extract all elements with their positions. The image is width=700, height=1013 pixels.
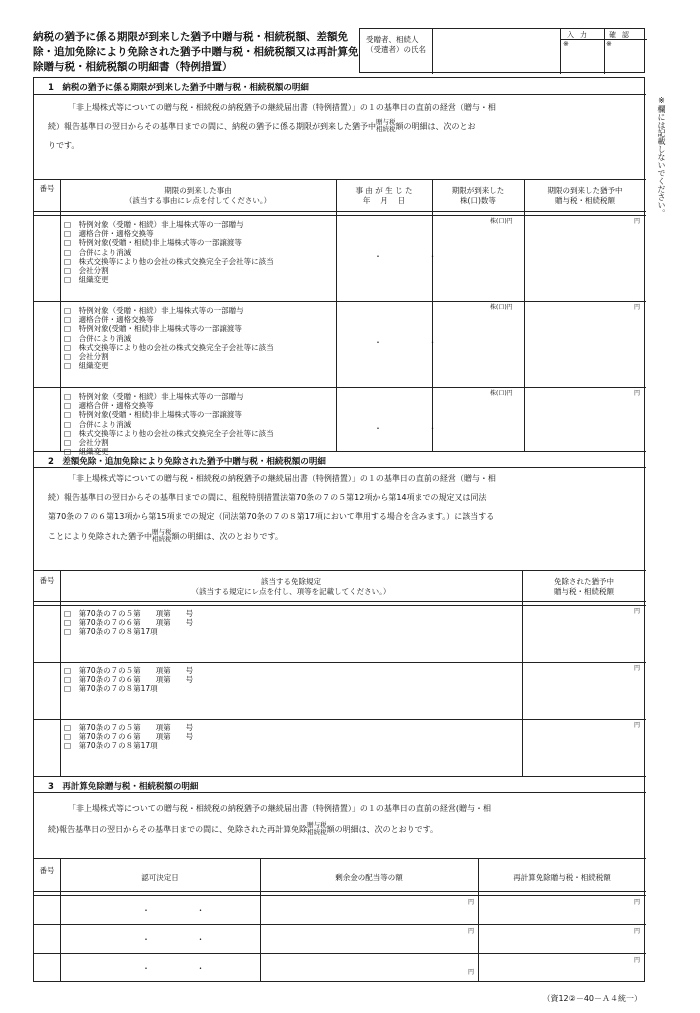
exempt-amount-field[interactable]: 円	[634, 722, 641, 729]
reason-checkbox[interactable]: □ 特例対象(受贈・相続)非上場株式等の一部譲渡等	[64, 238, 242, 248]
section-1-heading: 1 納税の猶予に係る期限が到来した猶予中贈与税・相続税額の明細	[34, 78, 646, 95]
reason-checkbox[interactable]: □ 特例対象(受贈・相続)非上場株式等の一部譲渡等	[64, 410, 242, 420]
reason-checkbox[interactable]: □ 組織変更	[64, 361, 109, 371]
applicant-name-field[interactable]	[433, 29, 559, 73]
reason-checkbox[interactable]: □ 特例対象（受贈・相続）非上場株式等の一部贈与	[64, 392, 244, 401]
col-dividend: 剰余金の配当等の額	[335, 873, 403, 882]
col-number: 番号	[39, 576, 55, 585]
applicant-name-box	[359, 28, 645, 73]
reason-checklist	[64, 220, 334, 285]
approval-date-field[interactable]: ・ ・	[142, 935, 227, 944]
rule-checklist	[64, 723, 364, 751]
row-divider	[34, 662, 646, 663]
col-event: 期限の到来した事由 （該当する事由にレ点を付してください。）	[124, 186, 272, 205]
event-date-field[interactable]: ・ ・	[374, 338, 459, 347]
star-mark: ※	[563, 40, 569, 48]
form-title: 納税の猶予に係る期限が到来した猶予中贈与税・相続税額、差額免除・追加免除により免除された猶予中贈与税・相続税額又は再計算免除贈与税・相続税額の明細書（特例措置）	[33, 31, 359, 74]
dividend-field[interactable]: 円	[468, 928, 475, 935]
rule-checklist	[64, 666, 364, 694]
input-label: 入力	[567, 31, 593, 39]
shares-field[interactable]: 株(口)円	[490, 218, 513, 225]
confirm-label: 確認	[609, 31, 635, 39]
col-shares: 期限が到来した 株(口)数等	[451, 186, 505, 205]
col-date: 事 由 が 生 じ た 年 月 日	[355, 186, 413, 205]
reason-checkbox[interactable]: □ 適格合併・適格交換等	[64, 229, 154, 239]
name-label-1: 受贈者、相続人	[366, 35, 419, 44]
reason-checkbox[interactable]: □ 適格合併・適格交換等	[64, 401, 154, 411]
shares-field[interactable]: 株(口)円	[490, 390, 513, 397]
col-number: 番号	[39, 866, 55, 875]
section-3-text: 「非上場株式等についての贈与税・相続税の納税猶予の継続届出書（特例措置）」の１の基準日の直前の経営(贈与・相 続)報告基準日の翌日からその基準日までの間に、免除された再計算免除贈与税 相続税額の明細は、次のとおりです。	[48, 804, 491, 837]
recalc-amount-field[interactable]: 円	[634, 928, 641, 935]
exempt-amount-field[interactable]: 円	[634, 665, 641, 672]
exempt-amount-field[interactable]: 円	[634, 608, 641, 615]
row-divider	[34, 953, 646, 954]
dividend-field[interactable]: 円	[468, 899, 475, 906]
recalc-amount-field[interactable]: 円	[634, 957, 641, 964]
form-code: （資12②－40－Ａ４統一）	[542, 994, 642, 1003]
section-2-heading: 2 差額免除・追加免除により免除された猶予中贈与税・相続税額の明細	[34, 451, 646, 468]
rule-checkbox[interactable]: □ 第70条の７の６第 項第 号	[64, 675, 194, 685]
form-frame	[33, 77, 645, 982]
col-number: 番号	[39, 184, 55, 193]
col-approval-date: 認可決定日	[141, 873, 179, 882]
reason-checkbox[interactable]: □ 合併により消滅	[64, 247, 132, 257]
side-note: ※欄には記載しないでください。	[657, 96, 666, 217]
shares-field[interactable]: 株(口)円	[490, 304, 513, 311]
reason-checkbox[interactable]: □ 会社分割	[64, 266, 109, 276]
rule-checkbox[interactable]: □ 第70条の７の５第 項第 号	[64, 666, 194, 675]
recalc-amount-field[interactable]: 円	[634, 899, 641, 906]
reason-checkbox[interactable]: □ 会社分割	[64, 352, 109, 362]
rule-checklist	[64, 609, 364, 637]
rule-checkbox[interactable]: □ 第70条の７の６第 項第 号	[64, 618, 194, 628]
reason-checkbox[interactable]: □ 組織変更	[64, 447, 109, 457]
section-2-text: 「非上場株式等についての贈与税・相続税の納税猶予の継続届出書（特例措置）」の１の基準日の直前の経営（贈与・相 続）報告基準日の翌日からその基準日までの間に、租税特別措置法第70条の７の５第12項から第14項までの規定又は同法 第70条の７の６第13項から第15項までの規定（同法第70条の７の８第17項において準用する場合を含みます。）に該当する ことにより免除された猶予中贈与税 相続税額の明細は、次のとおりです。	[48, 474, 496, 544]
star-mark: ※	[606, 40, 612, 48]
reason-checkbox[interactable]: □ 株式交換等により他の会社の株式交換完全子会社等に該当	[64, 342, 274, 352]
reason-checkbox[interactable]: □ 会社分割	[64, 438, 109, 448]
rule-checkbox[interactable]: □ 第70条の７の８第17項	[64, 741, 158, 751]
rule-checkbox[interactable]: □ 第70条の７の５第 項第 号	[64, 609, 194, 618]
col-amount: 期限の到来した猶予中 贈与税・相続税額	[547, 186, 623, 205]
reason-checkbox[interactable]: □ 特例対象(受贈・相続)非上場株式等の一部譲渡等	[64, 324, 242, 334]
event-date-field[interactable]: ・ ・	[374, 424, 459, 433]
approval-date-field[interactable]: ・ ・	[142, 906, 227, 915]
row-divider	[34, 719, 646, 720]
reason-checklist	[64, 392, 334, 457]
section-1-text: 「非上場株式等についての贈与税・相続税の納税猶予の継続届出書（特例措置）」の１の基準日の直前の経営（贈与・相 続）報告基準日の翌日からその基準日までの間に、納税の猶予に係る期限が到来した猶予中贈与税 相続税額の明細は、次のとお りです。	[48, 103, 496, 150]
section-3-heading: 3 再計算免除贈与税・相続税額の明細	[34, 776, 646, 793]
reason-checkbox[interactable]: □ 適格合併・適格交換等	[64, 315, 154, 325]
approval-date-field[interactable]: ・ ・	[142, 964, 227, 973]
name-label-2: （受遺者）の氏名	[366, 44, 426, 54]
office-use-grid	[560, 29, 646, 74]
rule-checkbox[interactable]: □ 第70条の７の８第17項	[64, 627, 158, 637]
reason-checkbox[interactable]: □ 合併により消滅	[64, 333, 132, 343]
rule-checkbox[interactable]: □ 第70条の７の５第 項第 号	[64, 723, 194, 732]
amount-field[interactable]: 円	[634, 390, 641, 397]
reason-checkbox[interactable]: □ 株式交換等により他の会社の株式交換完全子会社等に該当	[64, 428, 274, 438]
reason-checkbox[interactable]: □ 組織変更	[64, 275, 109, 285]
reason-checkbox[interactable]: □ 合併により消滅	[64, 419, 132, 429]
reason-checkbox[interactable]: □ 特例対象（受贈・相続）非上場株式等の一部贈与	[64, 220, 244, 229]
amount-field[interactable]: 円	[634, 218, 641, 225]
reason-checklist	[64, 306, 334, 371]
rule-checkbox[interactable]: □ 第70条の７の８第17項	[64, 684, 158, 694]
event-date-field[interactable]: ・ ・	[374, 252, 459, 261]
amount-field[interactable]: 円	[634, 304, 641, 311]
col-recalc-amount: 再計算免除贈与税・相続税額	[513, 873, 611, 882]
row-divider	[34, 301, 646, 302]
row-divider	[34, 387, 646, 388]
col-rule: 該当する免除規定 （該当する規定にレ点を付し、項等を記載してください。）	[191, 577, 391, 596]
dividend-field[interactable]: 円	[468, 969, 475, 976]
col-exempt-amount: 免除された猶予中 贈与税・相続税額	[554, 577, 614, 596]
reason-checkbox[interactable]: □ 特例対象（受贈・相続）非上場株式等の一部贈与	[64, 306, 244, 315]
rule-checkbox[interactable]: □ 第70条の７の６第 項第 号	[64, 732, 194, 742]
row-divider	[34, 924, 646, 925]
reason-checkbox[interactable]: □ 株式交換等により他の会社の株式交換完全子会社等に該当	[64, 256, 274, 266]
